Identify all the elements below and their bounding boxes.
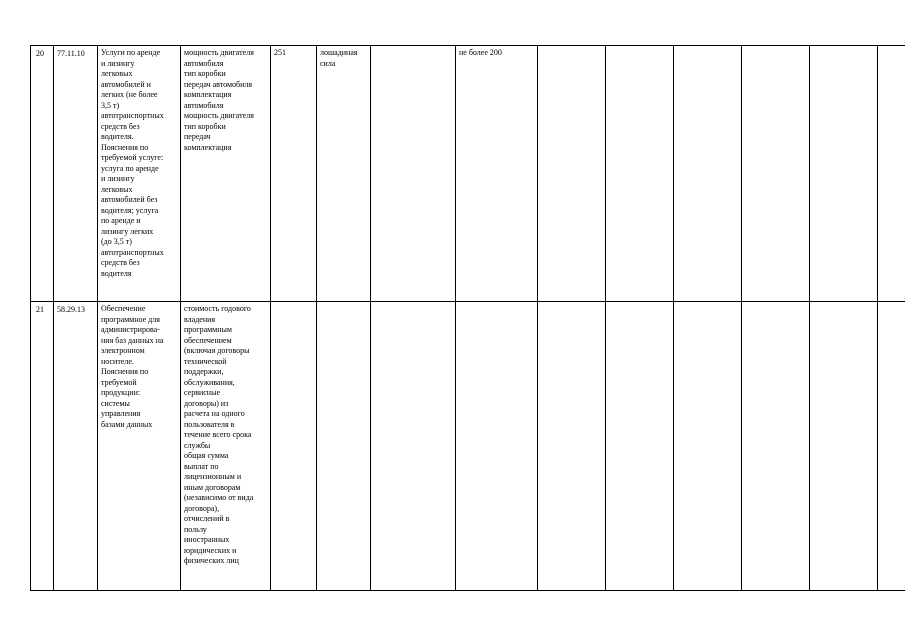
okei-code-cell	[271, 302, 317, 591]
value-cell: не более 200	[456, 46, 538, 302]
empty-cell	[674, 302, 742, 591]
value-cell	[456, 302, 538, 591]
empty-cell	[371, 46, 456, 302]
empty-cell	[810, 302, 878, 591]
empty-cell	[606, 46, 674, 302]
okpd-code-cell: 58.29.13	[54, 302, 98, 591]
empty-cell	[606, 302, 674, 591]
empty-cell	[538, 302, 606, 591]
item-name-cell: Услуги по аренде и лизингу легковых автомобилей и легких (не более 3,5 т) автотранспортных средств без водителя. Пояснения по требуемой услуге: услуга по аренде и лизингу легковых автомобилей без водителя; услуга по аренде и лизингу легких (до 3,5 т) автотранспортных средств без водителя	[98, 46, 181, 302]
table-row	[31, 302, 905, 591]
empty-cell	[371, 302, 456, 591]
row-number-cell: 21	[31, 302, 54, 591]
item-name-cell: Обеспечение программное для администрирова- ния баз данных на электронном носителе. Пояснения по требуемой продукции: системы управления базами данных	[98, 302, 181, 591]
characteristic-cell: стоимость годового владения программным обеспечением (включая договоры технической поддержки, обслуживания, сервисные договоры) из расчета на одного пользователя в течение всего срока службы общая сумма выплат по лицензионным и иным договорам (независимо от вида договора), отчислений в пользу иностранных юридических и физических лиц	[181, 302, 271, 591]
row-number-cell: 20	[31, 46, 54, 302]
unit-name-cell	[317, 302, 371, 591]
empty-cell	[878, 46, 905, 302]
empty-cell	[878, 302, 905, 591]
empty-cell	[674, 46, 742, 302]
okpd-code-cell: 77.11.10	[54, 46, 98, 302]
empty-cell	[810, 46, 878, 302]
empty-cell	[538, 46, 606, 302]
characteristic-cell: мощность двигателя автомобиля тип коробки передач автомобиля комплектация автомобиля мощность двигателя тип коробки передач комплектация	[181, 46, 271, 302]
empty-cell	[742, 46, 810, 302]
procurement-table	[30, 45, 905, 591]
empty-cell	[742, 302, 810, 591]
table-row	[31, 46, 905, 302]
unit-name-cell: лошадиная сила	[317, 46, 371, 302]
okei-code-cell: 251	[271, 46, 317, 302]
